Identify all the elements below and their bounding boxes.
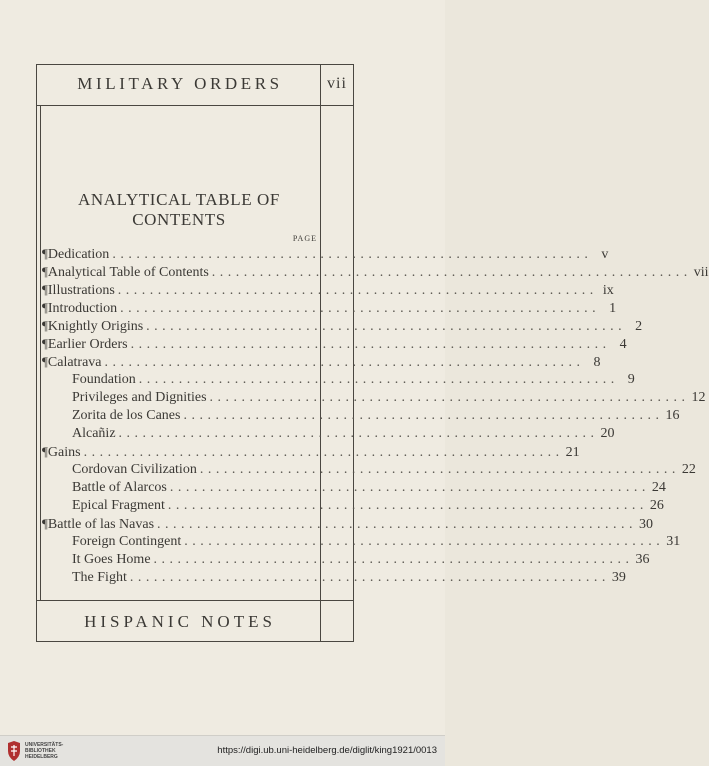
pilcrow-mark: ¶: [42, 282, 48, 297]
toc-entry: [72, 371, 635, 389]
toc-entry-page: 4: [619, 337, 627, 352]
logo-text: UNIVERSITÄTS- BIBLIOTHEK HEIDELBERG: [25, 742, 64, 760]
toc-entry-label: Introduction: [47, 301, 118, 316]
dot-leader: ............................................................: [83, 445, 564, 460]
toc-entry: [72, 479, 666, 497]
toc-entry: [42, 317, 643, 335]
pilcrow-mark: ¶: [42, 516, 48, 531]
toc-entry-label: Knightly Origins: [47, 319, 144, 334]
toc-entry-label: Calatrava: [47, 355, 102, 370]
toc-entry-page: 36: [635, 552, 650, 567]
toc-entry-label: Foreign Contingent: [72, 534, 182, 549]
dot-leader: ............................................................: [183, 408, 664, 423]
dot-leader: ............................................................: [157, 517, 638, 532]
toc-entry: [72, 425, 615, 443]
dot-leader: ............................................................: [153, 552, 634, 567]
dot-leader: ............................................................: [146, 319, 627, 334]
toc-entry-page: 16: [665, 408, 680, 423]
dot-leader: ............................................................: [120, 301, 601, 316]
dot-leader: ............................................................: [167, 498, 648, 513]
toc-entry-page: ix: [602, 283, 614, 298]
toc-entry-page: 8: [593, 355, 601, 370]
toc-entry-label: Gains: [47, 445, 81, 460]
toc-entry-page: 2: [635, 319, 643, 334]
pilcrow-mark: ¶: [42, 300, 48, 315]
pilcrow-mark: ¶: [42, 264, 48, 279]
frame-bottom: [36, 641, 354, 642]
toc-entry-page: 26: [649, 498, 664, 513]
dot-leader: ............................................................: [129, 570, 610, 585]
toc-entry-page: 12: [691, 390, 706, 405]
toc-entry: [42, 245, 609, 263]
library-logo[interactable]: [6, 740, 66, 762]
footer-rule: [36, 600, 354, 601]
toc-entry-label: Cordovan Civilization: [72, 462, 197, 477]
toc-entry-label: Alcañiz: [72, 426, 116, 441]
page-column-label: PAGE: [292, 234, 317, 243]
toc-entry: [72, 497, 664, 515]
toc-entry-page: 9: [627, 372, 635, 387]
toc-entry-label: Epical Fragment: [72, 498, 165, 513]
toc-entry: [42, 299, 617, 317]
university-seal-icon: [6, 741, 22, 761]
frame-inner-left: [40, 105, 41, 600]
toc-entry-label: Privileges and Dignities: [72, 390, 207, 405]
toc-entry-label: Zorita de los Canes: [72, 408, 181, 423]
toc-entry-page: 1: [609, 301, 617, 316]
toc-entry-label: It Goes Home: [72, 552, 151, 567]
dot-leader: ............................................................: [130, 337, 611, 352]
toc-entry: [72, 551, 650, 569]
toc-entry-page: 22: [681, 462, 696, 477]
pilcrow-mark: ¶: [42, 354, 48, 369]
toc-entry-page: v: [601, 247, 609, 262]
toc-entry-label: Analytical Table of Contents: [47, 265, 209, 280]
dot-leader: ............................................................: [184, 534, 665, 549]
dot-leader: ............................................................: [199, 462, 680, 477]
page-number: vii: [327, 75, 347, 92]
toc-entry-label: Battle of Alarcos: [72, 480, 167, 495]
toc-entry-label: The Fight: [72, 570, 127, 585]
dot-leader: ............................................................: [169, 480, 650, 495]
toc-entry-page: 24: [651, 480, 666, 495]
toc-entry: [42, 281, 614, 299]
frame-top: [36, 64, 354, 65]
toc-entry: [42, 515, 654, 533]
dot-leader: ............................................................: [118, 426, 599, 441]
toc-entry-label: Dedication: [47, 247, 110, 262]
pilcrow-mark: ¶: [42, 336, 48, 351]
dot-leader: ............................................................: [211, 265, 692, 280]
toc-entry-label: Illustrations: [47, 283, 115, 298]
toc-entry-page: 39: [611, 570, 626, 585]
toc-entry-label: Battle of las Navas: [47, 517, 155, 532]
pilcrow-mark: ¶: [42, 246, 48, 261]
frame-left: [36, 64, 37, 642]
pilcrow-mark: ¶: [42, 318, 48, 333]
toc-entry: [72, 533, 681, 551]
toc-entry: [42, 443, 580, 461]
toc-entry: [72, 389, 706, 407]
toc-entry-page: 31: [666, 534, 681, 549]
toc-entry: [72, 461, 696, 479]
running-header: MILITARY ORDERS: [77, 74, 283, 93]
toc-entry: [42, 335, 627, 353]
toc-entry-label: Earlier Orders: [47, 337, 128, 352]
toc-title: ANALYTICAL TABLE OF CONTENTS: [78, 190, 280, 229]
dot-leader: ............................................................: [209, 390, 690, 405]
permalink-url[interactable]: https://digi.ub.uni-heidelberg.de/diglit/king1921/0013: [217, 745, 437, 756]
running-footer: HISPANIC NOTES: [84, 612, 276, 631]
toc-entry-page: vii: [693, 265, 709, 280]
toc-entry: [72, 407, 680, 425]
dot-leader: ............................................................: [117, 283, 598, 298]
header-rule: [36, 105, 354, 106]
dot-leader: ............................................................: [138, 372, 619, 387]
toc-entry-page: 20: [600, 426, 615, 441]
viewer-footer-bar: [0, 735, 445, 766]
dot-leader: ............................................................: [112, 247, 593, 262]
dot-leader: ............................................................: [104, 355, 585, 370]
toc-entry-page: 21: [565, 445, 580, 460]
toc-entry-label: Foundation: [72, 372, 136, 387]
toc-entry: [42, 263, 709, 281]
toc-entry-page: 30: [639, 517, 654, 532]
pilcrow-mark: ¶: [42, 444, 48, 459]
toc-entry: [72, 569, 626, 587]
toc-entry: [42, 353, 601, 371]
